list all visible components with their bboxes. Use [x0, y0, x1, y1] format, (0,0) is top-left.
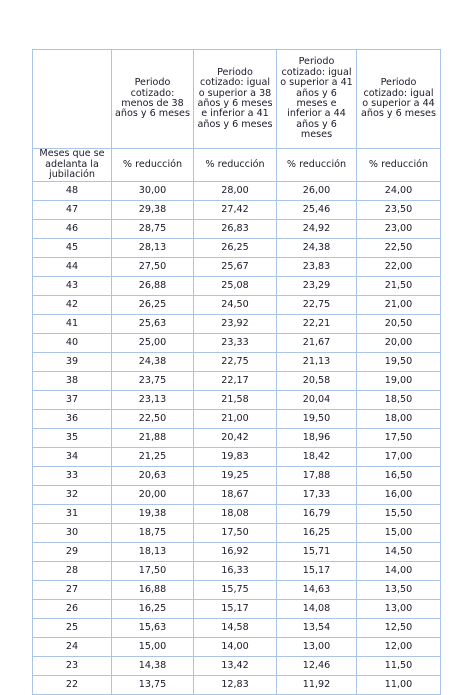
- reduction-cell-3: 16,79: [277, 504, 357, 523]
- months-cell: 32: [33, 485, 112, 504]
- reduction-cell-4: 20,00: [357, 333, 441, 352]
- header-row: [33, 50, 441, 149]
- reduction-cell-2: 23,33: [194, 333, 277, 352]
- months-cell: 39: [33, 352, 112, 371]
- reduction-cell-1: 21,88: [112, 428, 194, 447]
- table-row: [33, 409, 441, 428]
- reduction-cell-2: 21,00: [194, 409, 277, 428]
- months-cell: 22: [33, 675, 112, 694]
- reduction-cell-2: 18,67: [194, 485, 277, 504]
- reduction-cell-3: 16,25: [277, 523, 357, 542]
- table-row: [33, 675, 441, 694]
- reduction-cell-1: 20,63: [112, 466, 194, 485]
- reduction-cell-3: 13,00: [277, 637, 357, 656]
- months-cell: 40: [33, 333, 112, 352]
- months-cell: 38: [33, 371, 112, 390]
- reduction-cell-2: 24,50: [194, 295, 277, 314]
- reduction-header-3: % reducción: [277, 149, 357, 182]
- reduction-cell-1: 16,25: [112, 599, 194, 618]
- reduction-cell-1: 22,50: [112, 409, 194, 428]
- reduction-cell-1: 19,38: [112, 504, 194, 523]
- reduction-cell-3: 18,42: [277, 447, 357, 466]
- table-row: [33, 637, 441, 656]
- reduction-cell-3: 18,96: [277, 428, 357, 447]
- months-cell: 35: [33, 428, 112, 447]
- months-cell: 29: [33, 542, 112, 561]
- reduction-cell-1: 14,38: [112, 656, 194, 675]
- table-row: [33, 504, 441, 523]
- months-cell: 36: [33, 409, 112, 428]
- reduction-cell-4: 17,00: [357, 447, 441, 466]
- table-row: [33, 656, 441, 675]
- reduction-cell-4: 12,00: [357, 637, 441, 656]
- reduction-cell-4: 14,00: [357, 561, 441, 580]
- table-row: [33, 200, 441, 219]
- months-cell: 28: [33, 561, 112, 580]
- table-row: [33, 447, 441, 466]
- reduction-cell-4: 13,00: [357, 599, 441, 618]
- reduction-cell-2: 18,08: [194, 504, 277, 523]
- table-row: [33, 580, 441, 599]
- reduction-cell-3: 19,50: [277, 409, 357, 428]
- reduction-cell-4: 16,50: [357, 466, 441, 485]
- reduction-cell-2: 26,25: [194, 238, 277, 257]
- reduction-cell-3: 26,00: [277, 181, 357, 200]
- table-row: [33, 542, 441, 561]
- reduction-cell-1: 24,38: [112, 352, 194, 371]
- table-row: [33, 618, 441, 637]
- reduction-cell-1: 15,63: [112, 618, 194, 637]
- reduction-cell-1: 15,00: [112, 637, 194, 656]
- reduction-cell-4: 22,00: [357, 257, 441, 276]
- reduction-cell-2: 28,00: [194, 181, 277, 200]
- reduction-cell-4: 23,00: [357, 219, 441, 238]
- reduction-cell-1: 25,00: [112, 333, 194, 352]
- reduction-cell-2: 26,83: [194, 219, 277, 238]
- months-cell: 44: [33, 257, 112, 276]
- reduction-header-2: % reducción: [194, 149, 277, 182]
- table-row: [33, 257, 441, 276]
- reduction-cell-4: 23,50: [357, 200, 441, 219]
- months-cell: 23: [33, 656, 112, 675]
- table-row: [33, 561, 441, 580]
- table-row: [33, 181, 441, 200]
- reduction-cell-3: 20,58: [277, 371, 357, 390]
- reduction-cell-1: 21,25: [112, 447, 194, 466]
- months-cell: 37: [33, 390, 112, 409]
- table-row: [33, 390, 441, 409]
- table-row: [33, 219, 441, 238]
- reduction-cell-3: 21,13: [277, 352, 357, 371]
- reduction-cell-4: 11,00: [357, 675, 441, 694]
- months-cell: 26: [33, 599, 112, 618]
- reduction-cell-4: 14,50: [357, 542, 441, 561]
- reduction-cell-2: 15,17: [194, 599, 277, 618]
- table-row: [33, 523, 441, 542]
- reduction-cell-4: 18,50: [357, 390, 441, 409]
- months-cell: 24: [33, 637, 112, 656]
- table-row: [33, 295, 441, 314]
- reduction-cell-4: 18,00: [357, 409, 441, 428]
- subheader-row: [33, 149, 441, 182]
- reduction-cell-3: 25,46: [277, 200, 357, 219]
- header-corner-cell: [33, 50, 112, 149]
- reduction-cell-1: 18,13: [112, 542, 194, 561]
- header-period-less-38: Periodo cotizado: menos de 38 años y 6 meses: [112, 50, 194, 149]
- reduction-cell-1: 29,38: [112, 200, 194, 219]
- table-row: [33, 314, 441, 333]
- reduction-cell-2: 14,00: [194, 637, 277, 656]
- reduction-cell-4: 19,00: [357, 371, 441, 390]
- reduction-cell-2: 13,42: [194, 656, 277, 675]
- table-row: [33, 428, 441, 447]
- reduction-cell-1: 26,25: [112, 295, 194, 314]
- reduction-cell-4: 24,00: [357, 181, 441, 200]
- reduction-cell-3: 23,29: [277, 276, 357, 295]
- reduction-cell-4: 11,50: [357, 656, 441, 675]
- reduction-cell-2: 22,17: [194, 371, 277, 390]
- reduction-cell-2: 19,25: [194, 466, 277, 485]
- months-cell: 33: [33, 466, 112, 485]
- months-cell: 43: [33, 276, 112, 295]
- reduction-cell-2: 16,92: [194, 542, 277, 561]
- reduction-cell-4: 22,50: [357, 238, 441, 257]
- months-cell: 42: [33, 295, 112, 314]
- reduction-cell-4: 21,00: [357, 295, 441, 314]
- reduction-cell-3: 24,92: [277, 219, 357, 238]
- reduction-cell-3: 14,63: [277, 580, 357, 599]
- table-row: [33, 276, 441, 295]
- reduction-cell-2: 14,58: [194, 618, 277, 637]
- reduction-header-1: % reducción: [112, 149, 194, 182]
- reduction-cell-4: 12,50: [357, 618, 441, 637]
- reduction-cell-3: 13,54: [277, 618, 357, 637]
- reduction-cell-1: 17,50: [112, 561, 194, 580]
- table-row: [33, 485, 441, 504]
- header-period-41-44: Periodo cotizado: igual o superior a 41 años y 6 meses e inferior a 44 años y 6 meses: [277, 50, 357, 149]
- reduction-cell-3: 15,17: [277, 561, 357, 580]
- reduction-cell-2: 22,75: [194, 352, 277, 371]
- reduction-cell-4: 15,50: [357, 504, 441, 523]
- reduction-cell-4: 17,50: [357, 428, 441, 447]
- header-period-44-plus: Periodo cotizado: igual o superior a 44 años y 6 meses: [357, 50, 441, 149]
- reduction-header-4: % reducción: [357, 149, 441, 182]
- reduction-cell-3: 15,71: [277, 542, 357, 561]
- months-cell: 47: [33, 200, 112, 219]
- months-cell: 25: [33, 618, 112, 637]
- reduction-cell-4: 21,50: [357, 276, 441, 295]
- months-cell: 31: [33, 504, 112, 523]
- table-row: [33, 238, 441, 257]
- reduction-cell-4: 20,50: [357, 314, 441, 333]
- reduction-cell-3: 20,04: [277, 390, 357, 409]
- months-cell: 45: [33, 238, 112, 257]
- reduction-cell-3: 17,33: [277, 485, 357, 504]
- months-advanced-header: Meses que se adelanta la jubilación: [33, 149, 112, 182]
- table-row: [33, 599, 441, 618]
- reduction-cell-4: 13,50: [357, 580, 441, 599]
- reduction-cell-2: 20,42: [194, 428, 277, 447]
- reduction-cell-3: 14,08: [277, 599, 357, 618]
- reduction-cell-4: 19,50: [357, 352, 441, 371]
- reduction-cell-3: 21,67: [277, 333, 357, 352]
- reduction-table: [32, 49, 441, 695]
- reduction-cell-2: 25,67: [194, 257, 277, 276]
- reduction-cell-2: 17,50: [194, 523, 277, 542]
- table-row: [33, 333, 441, 352]
- reduction-cell-3: 11,92: [277, 675, 357, 694]
- reduction-cell-1: 25,63: [112, 314, 194, 333]
- reduction-cell-3: 24,38: [277, 238, 357, 257]
- reduction-cell-1: 16,88: [112, 580, 194, 599]
- reduction-cell-2: 15,75: [194, 580, 277, 599]
- reduction-cell-1: 13,75: [112, 675, 194, 694]
- reduction-cell-1: 18,75: [112, 523, 194, 542]
- reduction-cell-1: 20,00: [112, 485, 194, 504]
- reduction-cell-3: 22,75: [277, 295, 357, 314]
- months-cell: 46: [33, 219, 112, 238]
- table-row: [33, 466, 441, 485]
- reduction-cell-2: 27,42: [194, 200, 277, 219]
- reduction-cell-1: 26,88: [112, 276, 194, 295]
- reduction-cell-2: 16,33: [194, 561, 277, 580]
- reduction-cell-2: 21,58: [194, 390, 277, 409]
- header-period-38-41: Periodo cotizado: igual o superior a 38 años y 6 meses e inferior a 41 años y 6 meses: [194, 50, 277, 149]
- reduction-cell-1: 27,50: [112, 257, 194, 276]
- reduction-cell-2: 12,83: [194, 675, 277, 694]
- table-body: [33, 181, 441, 694]
- months-cell: 30: [33, 523, 112, 542]
- reduction-cell-1: 28,75: [112, 219, 194, 238]
- reduction-cell-1: 23,13: [112, 390, 194, 409]
- reduction-cell-2: 23,92: [194, 314, 277, 333]
- reduction-cell-1: 28,13: [112, 238, 194, 257]
- months-cell: 27: [33, 580, 112, 599]
- reduction-cell-3: 17,88: [277, 466, 357, 485]
- table-row: [33, 371, 441, 390]
- reduction-cell-2: 25,08: [194, 276, 277, 295]
- reduction-cell-4: 15,00: [357, 523, 441, 542]
- reduction-cell-4: 16,00: [357, 485, 441, 504]
- table-row: [33, 352, 441, 371]
- months-cell: 48: [33, 181, 112, 200]
- reduction-cell-2: 19,83: [194, 447, 277, 466]
- months-cell: 34: [33, 447, 112, 466]
- reduction-cell-1: 23,75: [112, 371, 194, 390]
- reduction-cell-3: 12,46: [277, 656, 357, 675]
- reduction-cell-3: 22,21: [277, 314, 357, 333]
- months-cell: 41: [33, 314, 112, 333]
- reduction-cell-1: 30,00: [112, 181, 194, 200]
- reduction-cell-3: 23,83: [277, 257, 357, 276]
